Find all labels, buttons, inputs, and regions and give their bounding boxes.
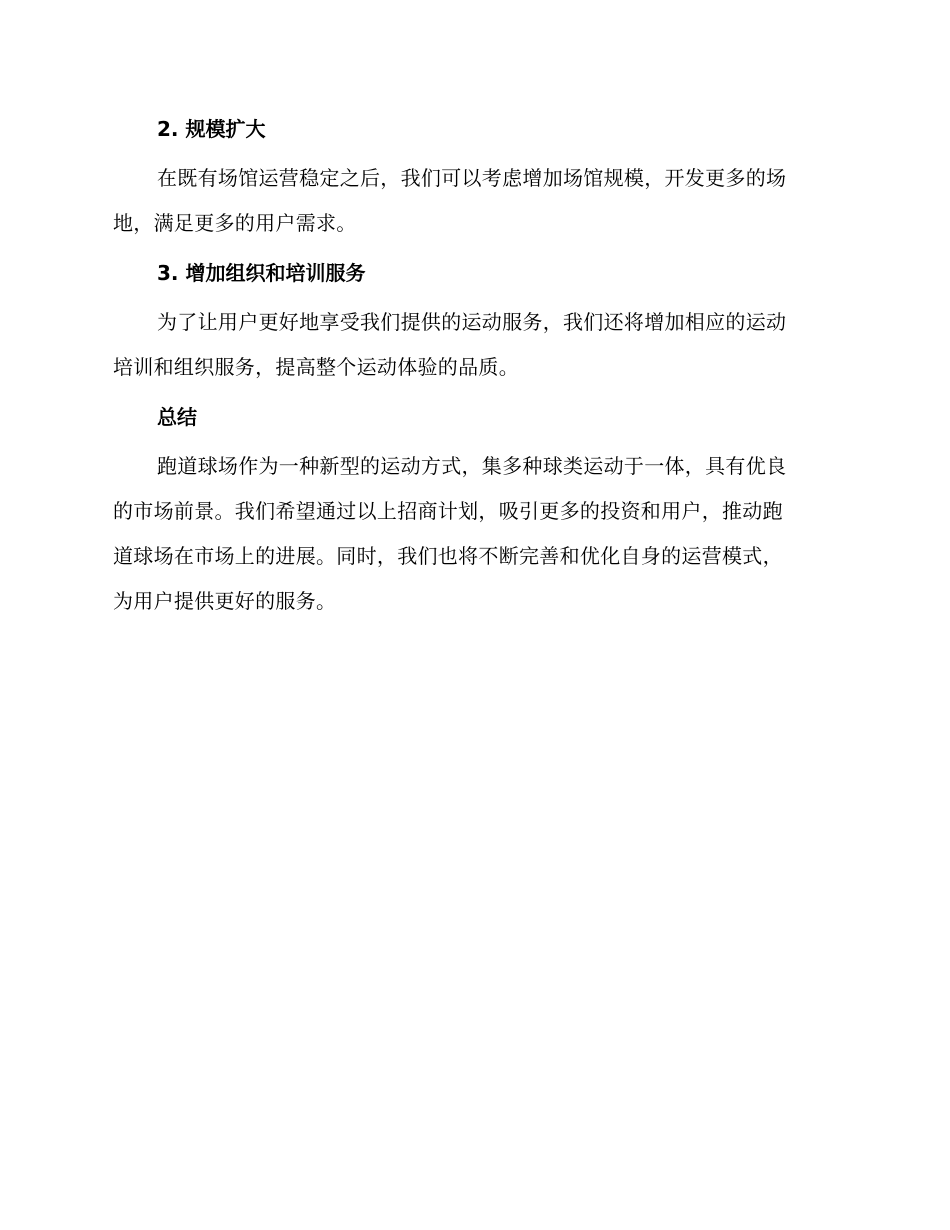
- paragraph-scale-expansion: [113, 156, 833, 246]
- section-heading-training-services: 3. 增加组织和培训服务: [157, 261, 366, 285]
- paragraph-training-services: [113, 300, 833, 390]
- paragraph-line: 道球场在市场上的进展。同时，我们也将不断完善和优化自身的运营模式，: [113, 544, 783, 568]
- paragraph-line: 在既有场馆运营稳定之后，我们可以考虑增加场馆规模，开发更多的场: [157, 166, 787, 190]
- paragraph-line: 为了让用户更好地享受我们提供的运动服务，我们还将增加相应的运动: [157, 310, 787, 334]
- paragraph-summary: [113, 444, 833, 624]
- paragraph-line: 跑道球场作为一种新型的运动方式，集多种球类运动于一体，具有优良: [157, 454, 787, 478]
- section-heading-scale-expansion: 2. 规模扩大: [157, 117, 266, 141]
- paragraph-line: 的市场前景。我们希望通过以上招商计划，吸引更多的投资和用户，推动跑: [113, 499, 783, 523]
- paragraph-line: 为用户提供更好的服务。: [113, 589, 337, 613]
- paragraph-line: 培训和组织服务，提高整个运动体验的品质。: [113, 355, 519, 379]
- document-body: [113, 112, 833, 634]
- section-heading-summary: 总结: [157, 405, 197, 429]
- paragraph-line: 地，满足更多的用户需求。: [113, 211, 357, 235]
